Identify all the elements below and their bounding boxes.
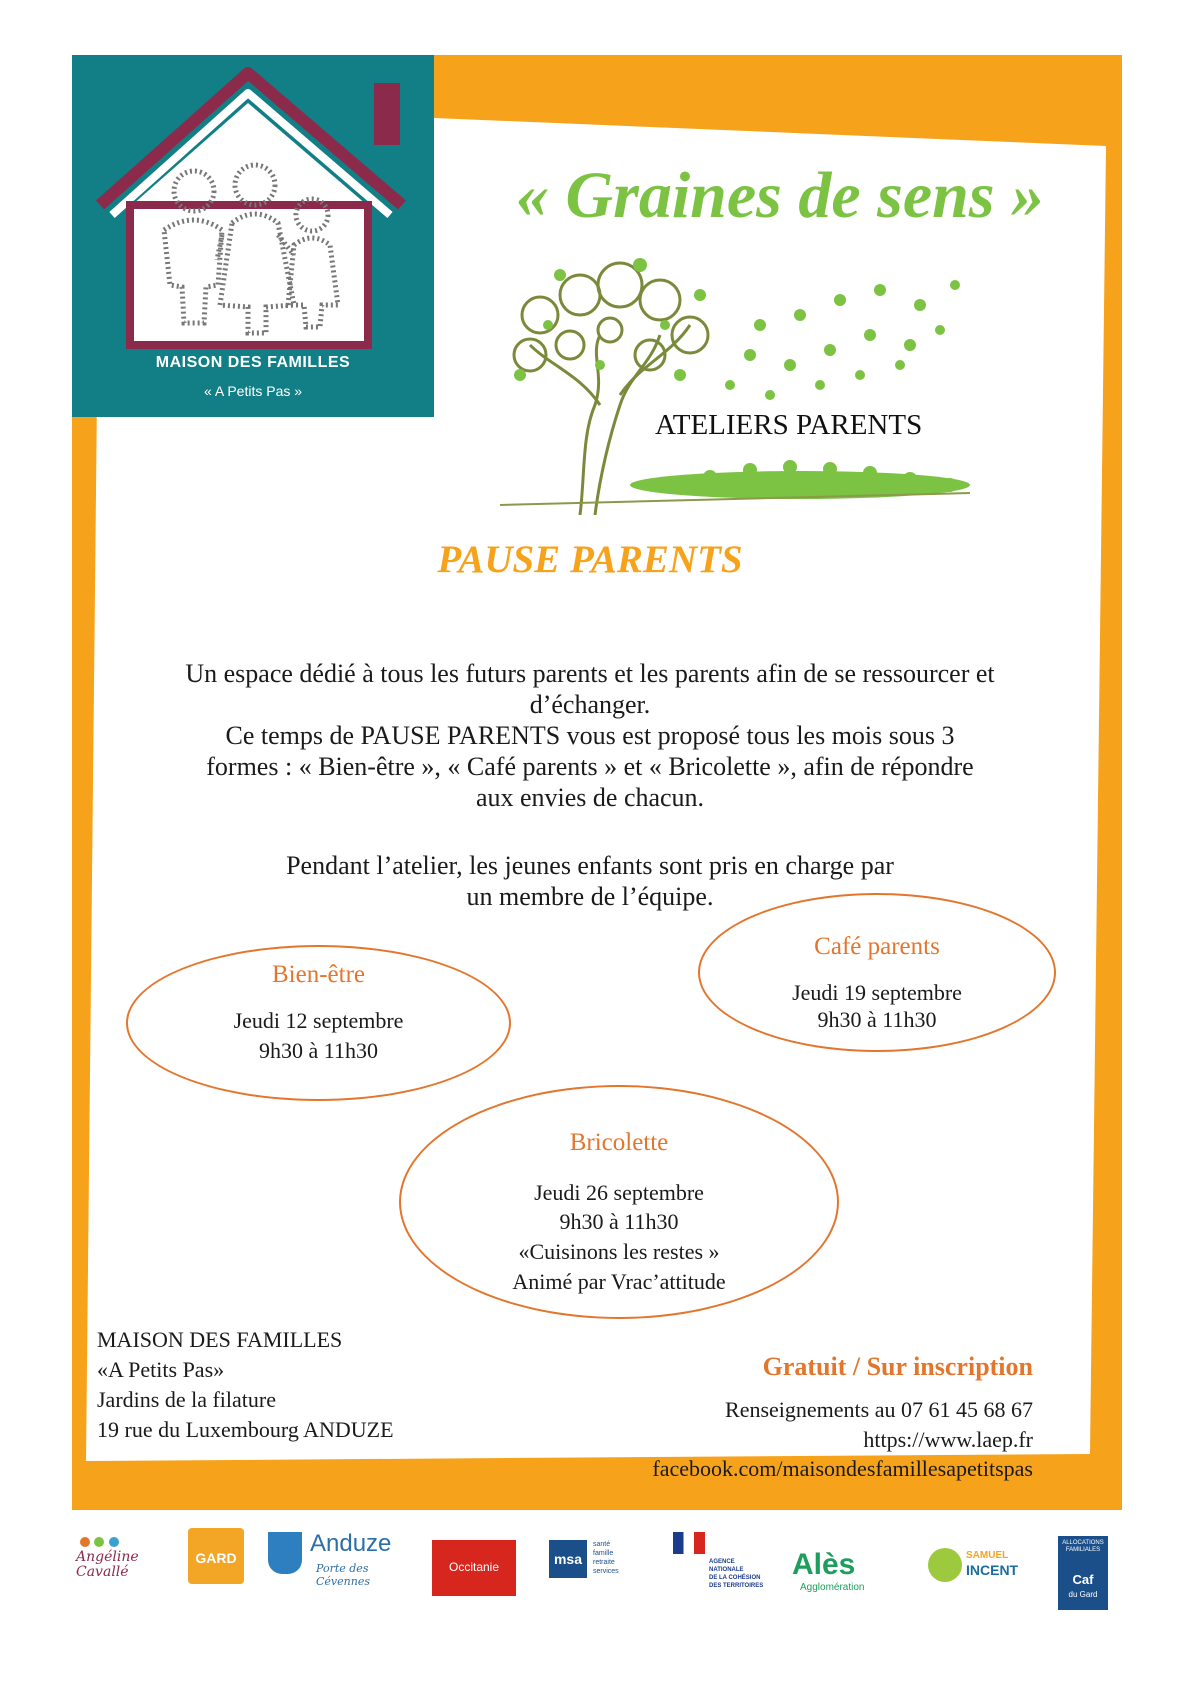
intro-paragraph: [140, 658, 1040, 813]
caf-top: ALLOCATIONS FAMILIALES: [1062, 1540, 1104, 1553]
ales-logo: [792, 1548, 892, 1618]
logo-subtitle: « A Petits Pas »: [203, 383, 303, 399]
cavalle-logo: [72, 1528, 152, 1598]
anct-logo: [673, 1532, 773, 1602]
address-line: Jardins de la filature: [97, 1387, 276, 1412]
msa-mark: msa: [549, 1540, 587, 1578]
session-title: Café parents: [814, 933, 940, 960]
caf-sub: du Gard: [1068, 1590, 1098, 1599]
session-bien-etre: [126, 945, 511, 1101]
gratuit-inscription: Gratuit / Sur inscription: [762, 1352, 1033, 1381]
tree-illustration: [500, 255, 980, 515]
gard-logo: [188, 1528, 244, 1584]
pause-parents-heading: PAUSE PARENTS: [437, 538, 743, 581]
samuel-label2: INCENT: [966, 1562, 1019, 1578]
samuel-label: SAMUEL: [966, 1550, 1009, 1561]
session-date: Jeudi 19 septembre: [792, 980, 962, 1005]
anct-label: AGENCE NATIONALE DE LA COHÉSION DES TERRITOIRES: [709, 1559, 764, 1589]
occitanie-logo: [432, 1540, 516, 1596]
childcare-line: Pendant l’atelier, les jeunes enfants sont pris en charge par: [286, 851, 894, 880]
msa-logo: [549, 1540, 633, 1590]
session-cafe-parents: [698, 893, 1056, 1052]
intro-line: d’échanger.: [529, 690, 651, 719]
gard-label: GARD: [195, 1550, 237, 1566]
phone-info: Renseignements au 07 61 45 68 67: [725, 1397, 1033, 1422]
samuel-vincent-logo: [928, 1548, 1028, 1618]
caf-name: Caf: [1072, 1572, 1094, 1587]
occitanie-label: Occitanie: [448, 1560, 500, 1574]
session-date: Jeudi 12 septembre: [233, 1008, 404, 1033]
website-link[interactable]: https://www.laep.fr: [863, 1427, 1033, 1452]
ateliers-subtitle: ATELIERS PARENTS: [655, 409, 923, 441]
address-line: «A Petits Pas»: [97, 1357, 225, 1382]
facebook-link[interactable]: facebook.com/maisondesfamillesapetitspas: [652, 1456, 1033, 1481]
anduze-name: Anduze: [310, 1530, 392, 1557]
maison-des-familles-logo: [72, 55, 434, 417]
logo-title: MAISON DES FAMILLES: [155, 354, 351, 371]
address-line: MAISON DES FAMILLES: [97, 1327, 343, 1352]
session-title: Bien-être: [271, 961, 365, 988]
msa-tagline: santé famille retraite services: [593, 1541, 619, 1575]
session-animator: Animé par Vrac’attitude: [512, 1269, 726, 1294]
session-date: Jeudi 26 septembre: [534, 1180, 704, 1205]
session-theme: «Cuisinons les restes »: [518, 1239, 720, 1264]
anduze-logo: [268, 1528, 408, 1598]
poster-title: « Graines de sens »: [515, 159, 1045, 232]
childcare-line: un membre de l’équipe.: [466, 882, 714, 911]
intro-line: aux envies de chacun.: [475, 783, 705, 812]
session-bricolette: [399, 1085, 839, 1319]
anduze-tagline: Porte des Cévennes: [316, 1562, 370, 1588]
session-title: Bricolette: [569, 1129, 669, 1156]
house-family-icon: [72, 55, 434, 355]
intro-line: Un espace dédié à tous les futurs parents et les parents afin de se ressourcer et: [185, 659, 995, 688]
intro-line: Ce temps de PAUSE PARENTS vous est proposé tous les mois sous 3: [225, 721, 955, 750]
caf-logo: [1058, 1536, 1108, 1610]
ales-sub: Agglomération: [800, 1582, 865, 1593]
session-time: 9h30 à 11h30: [259, 1038, 378, 1063]
session-time: 9h30 à 11h30: [817, 1007, 937, 1032]
address-line: 19 rue du Luxembourg ANDUZE: [97, 1417, 394, 1442]
cavalle-name: Angéline Cavallé: [76, 1549, 139, 1580]
session-time: 9h30 à 11h30: [559, 1209, 679, 1234]
ales-name: Alès: [792, 1548, 856, 1581]
intro-line: formes : « Bien-être », « Café parents » et « Bricolette », afin de répondre: [206, 752, 974, 781]
